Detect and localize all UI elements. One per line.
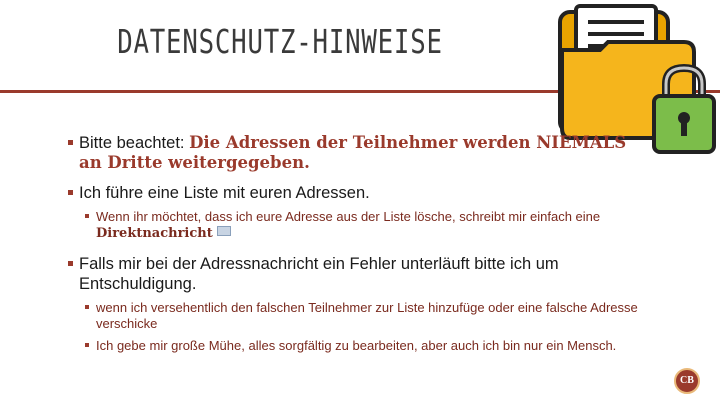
- subbullet-marker: [85, 343, 89, 347]
- cb-logo-icon: CB: [674, 368, 700, 394]
- subbullet-marker: [85, 214, 89, 218]
- subbullet-wrong-participant: [85, 300, 654, 332]
- bullet-text: Falls mir bei der Adressnachricht ein Fehler unterläuft bitte ich um Entschuldigung.: [79, 255, 559, 293]
- subbullet-marker: [85, 305, 89, 309]
- subbullet-text: Ich gebe mir große Mühe, alles sorgfältig zu bearbeiten, aber auch ich bin nur ein Mensch.: [96, 338, 617, 353]
- message-icon: [217, 226, 231, 236]
- bullet-lead: Bitte beachtet:: [79, 134, 190, 152]
- bullet-marker: [68, 261, 73, 266]
- bullet-marker: [68, 190, 73, 195]
- subbullet-careful-work: [85, 338, 654, 354]
- bullet-address-list: [68, 183, 654, 203]
- subbullet-text: wenn ich versehentlich den falschen Teilnehmer zur Liste hinzufüge oder eine falsche Adresse verschicke: [96, 300, 638, 331]
- bullet-apology: [68, 254, 654, 294]
- slide-title: DATENSCHUTZ-HINWEISE: [117, 22, 443, 61]
- subbullet-text: Wenn ihr möchtet, dass ich eure Adresse aus der Liste lösche, schreibt mir einfach eine: [96, 209, 601, 224]
- subbullet-delete-request: [85, 209, 654, 242]
- bullet-text: Ich führe eine Liste mit euren Adressen.: [79, 184, 370, 202]
- subbullet-emphasis: Direktnachricht: [96, 226, 213, 241]
- bullet-marker: [68, 140, 73, 145]
- slide-content: [68, 133, 654, 366]
- bullet-emphasis: Die Adressen der Teilnehmer werden NIEMALS an Dritte weitergegeben.: [79, 133, 627, 172]
- bullet-privacy-notice: [68, 133, 654, 173]
